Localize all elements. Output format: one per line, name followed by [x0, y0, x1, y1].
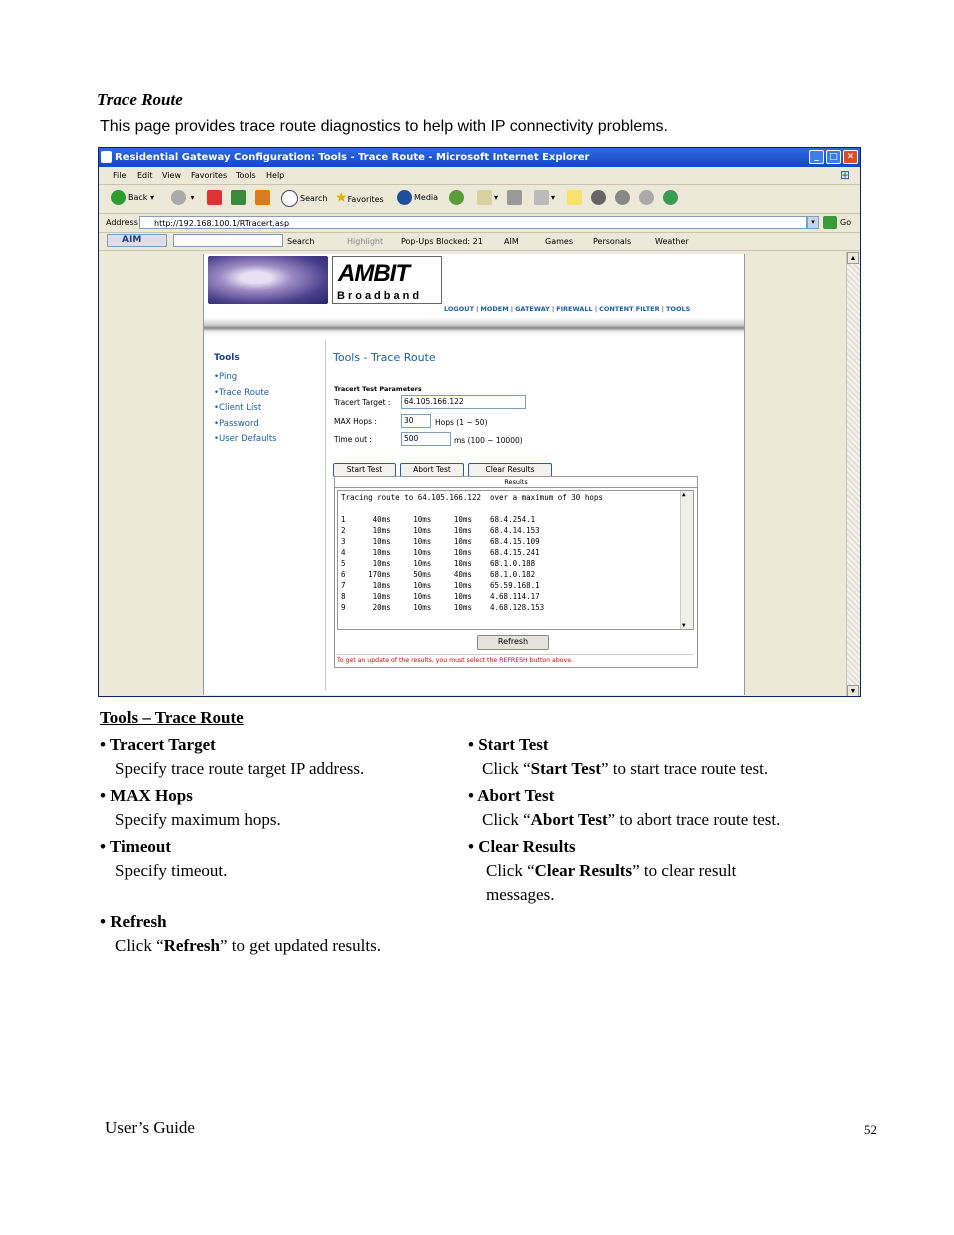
media-icon [397, 190, 412, 205]
favorites-button[interactable]: ★Favorites [335, 190, 384, 206]
browser-window [98, 147, 861, 697]
menu-bar [99, 167, 860, 185]
results-panel [334, 476, 698, 668]
item-text-line2: messages. [486, 885, 555, 904]
buddies-button[interactable] [663, 190, 680, 205]
address-label: Address [106, 218, 138, 227]
back-button[interactable]: Back ▾ [111, 190, 154, 205]
item-max-hops: • MAX Hops Specify maximum hops. [100, 786, 281, 829]
page-scroll-down-icon[interactable]: ▼ [847, 685, 859, 697]
scroll-up-icon[interactable]: ▲ [682, 491, 686, 498]
top-nav: LOGOUT | MODEM | GATEWAY | FIREWALL | CONTENT FILTER | TOOLS [444, 305, 691, 313]
item-head: Start Test [478, 735, 549, 754]
main-title: Tools - Trace Route [333, 351, 436, 364]
menu-view[interactable]: View [162, 171, 181, 180]
results-line: 9 20ms 10ms 10ms 4.68.128.153 [341, 603, 545, 612]
item-head: Clear Results [478, 837, 576, 856]
title-bar [99, 148, 860, 167]
item-text: Click “Abort Test” to abort trace route test. [482, 810, 781, 829]
item-head: MAX Hops [110, 786, 193, 805]
refresh-button[interactable]: Refresh [477, 635, 549, 650]
menu-help[interactable]: Help [266, 171, 285, 180]
timeout-note: ms (100 ~ 10000) [454, 436, 523, 445]
address-dropdown-icon[interactable]: ▾ [807, 216, 819, 229]
sidebar-item-ping[interactable]: •Ping [214, 372, 238, 382]
results-line: 3 10ms 10ms 10ms 68.4.15.109 [341, 537, 540, 546]
timeout-label: Time out : [334, 435, 372, 444]
nav-content-filter[interactable]: CONTENT FILTER [599, 305, 660, 313]
nav-modem[interactable]: MODEM [480, 305, 509, 313]
menu-tools[interactable]: Tools [236, 171, 256, 180]
nav-tools[interactable]: TOOLS [666, 305, 691, 313]
results-header: Results [335, 477, 697, 488]
ie-icon [101, 151, 112, 163]
forward-icon [171, 190, 186, 205]
menu-favorites[interactable]: Favorites [191, 171, 228, 180]
timeout-input[interactable]: 500 [401, 432, 451, 446]
menu-edit[interactable]: Edit [137, 171, 153, 180]
address-bar [99, 214, 860, 233]
item-text: Click “Clear Results” to clear result [486, 861, 737, 880]
hops-label: MAX Hops : [334, 417, 377, 426]
search-icon [281, 190, 298, 207]
highlight-button[interactable]: Highlight [347, 237, 384, 246]
refresh-note: To get an update of the results, you must select the REFRESH button above. [337, 654, 693, 664]
mail-icon [477, 190, 492, 205]
doc-intro: This page provides trace route diagnostics to help with IP connectivity problems. [100, 118, 668, 135]
minimize-button[interactable]: _ [809, 150, 824, 164]
window-title: Residential Gateway Configuration: Tools - Trace Route - Microsoft Internet Explorer [115, 152, 590, 163]
header-swoosh [204, 318, 744, 336]
item-timeout: • Timeout Specify timeout. [100, 837, 228, 880]
go-button[interactable]: Go [840, 218, 852, 227]
stop-button[interactable] [207, 190, 224, 205]
hops-input[interactable]: 30 [401, 414, 431, 428]
item-abort-test: • Abort Test Click “Abort Test” to abort trace route test. [468, 786, 781, 829]
page-scrollbar[interactable] [846, 252, 860, 697]
close-button[interactable]: ✕ [843, 150, 858, 164]
refresh-browser-button[interactable] [231, 190, 248, 205]
item-start-test: • Start Test Click “Start Test” to start trace route test. [468, 735, 769, 778]
ambit-logo: AMBIT Broadband [332, 256, 442, 304]
item-head: Abort Test [477, 786, 555, 805]
item-text: Click “Start Test” to start trace route test. [482, 759, 769, 778]
results-line: Tracing route to 64.105.166.122 over a maximum of 30 hops [341, 493, 603, 502]
nav-gateway[interactable]: GATEWAY [515, 305, 550, 313]
results-scrollbar[interactable] [680, 491, 693, 629]
target-input[interactable]: 64.105.166.122 [401, 395, 526, 409]
back-icon [111, 190, 126, 205]
home-icon [255, 190, 270, 205]
print-icon [507, 190, 522, 205]
nav-firewall[interactable]: FIREWALL [556, 305, 593, 313]
address-input[interactable]: http://192.168.100.1/RTracert.asp [139, 216, 807, 229]
refresh-icon [231, 190, 246, 205]
target-label: Tracert Target : [334, 398, 391, 407]
page-viewport [99, 252, 847, 697]
history-button[interactable] [449, 190, 466, 205]
clear-results-button[interactable]: Clear Results [468, 463, 552, 477]
globe-banner-image [208, 256, 328, 304]
go-arrow-icon[interactable] [823, 216, 837, 229]
abort-test-button[interactable]: Abort Test [400, 463, 464, 477]
chat-icon [639, 190, 654, 205]
doc-title: Trace Route [97, 90, 183, 109]
edit-button[interactable]: ▾ [534, 190, 555, 205]
sidebar-divider [325, 340, 326, 690]
star-icon: ★ [335, 190, 348, 206]
messenger-button[interactable] [615, 190, 632, 205]
item-text: Click “Refresh” to get updated results. [115, 936, 381, 955]
section-title: Tools – Trace Route [100, 708, 244, 727]
results-line: 7 10ms 10ms 10ms 65.59.168.1 [341, 581, 540, 590]
results-textarea[interactable] [337, 490, 694, 630]
chat-button[interactable] [639, 190, 656, 205]
research-button[interactable] [591, 190, 608, 205]
results-line: 5 10ms 10ms 10ms 68.1.0.188 [341, 559, 536, 568]
nav-logout[interactable]: LOGOUT [444, 305, 475, 313]
start-test-button[interactable]: Start Test [333, 463, 396, 477]
results-line: 4 10ms 10ms 10ms 68.4.15.241 [341, 548, 540, 557]
results-line: 2 10ms 10ms 10ms 68.4.14.153 [341, 526, 540, 535]
stop-icon [207, 190, 222, 205]
sidebar-title: Tools [214, 353, 240, 363]
research-icon [591, 190, 606, 205]
toolbar [99, 185, 860, 214]
aim-search-button[interactable]: Search [287, 237, 315, 246]
forward-button[interactable]: ▾ [171, 190, 195, 205]
sidebar-item-user-defaults[interactable]: •User Defaults [214, 434, 277, 444]
edit-icon [534, 190, 549, 205]
item-refresh: • Refresh Click “Refresh” to get updated results. [100, 912, 381, 955]
weather-link[interactable]: Weather [655, 237, 689, 246]
results-line: 1 40ms 10ms 10ms 68.4.254.1 [341, 515, 536, 524]
item-head: Timeout [109, 837, 171, 856]
item-text: Specify timeout. [115, 861, 228, 880]
params-title: Tracert Test Parameters [334, 385, 422, 393]
media-button[interactable]: Media [397, 190, 438, 205]
sidebar-item-trace-route[interactable]: •Trace Route [214, 388, 269, 398]
maximize-button[interactable]: □ [826, 150, 841, 164]
item-clear-results: • Clear Results Click “Clear Results” to clear result messages. [468, 837, 737, 904]
aim-link[interactable]: AIM [504, 237, 519, 246]
games-link[interactable]: Games [545, 237, 573, 246]
home-button[interactable] [255, 190, 272, 205]
popups-blocked[interactable]: Pop-Ups Blocked: 21 [401, 237, 483, 246]
item-head: Tracert Target [109, 735, 216, 754]
windows-logo-icon: ⊞ [840, 168, 851, 182]
page-scroll-up-icon[interactable]: ▲ [847, 252, 859, 264]
sidebar-item-password[interactable]: •Password [214, 419, 259, 429]
notes-button[interactable] [567, 190, 584, 205]
page-number: 52 [864, 1122, 877, 1137]
hops-note: Hops (1 ~ 50) [435, 418, 488, 427]
item-head: Refresh [110, 912, 167, 931]
buddies-icon [663, 190, 678, 205]
print-button[interactable] [507, 190, 524, 205]
notes-icon [567, 190, 582, 205]
aim-search-input[interactable] [173, 234, 283, 247]
gateway-page [203, 254, 745, 695]
item-text: Specify trace route target IP address. [115, 759, 365, 778]
aim-toolbar [99, 233, 860, 251]
mail-button[interactable]: ▾ [477, 190, 498, 205]
aim-button[interactable]: AIM [107, 234, 167, 247]
footer-guide: User’s Guide [105, 1118, 195, 1137]
item-tracert-target: • Tracert Target Specify trace route target IP address. [100, 735, 365, 778]
item-text: Specify maximum hops. [115, 810, 281, 829]
menu-file[interactable]: File [113, 171, 127, 180]
results-line: 6 170ms 50ms 40ms 68.1.0.182 [341, 570, 536, 579]
search-button[interactable]: Search [281, 190, 327, 207]
messenger-icon [615, 190, 630, 205]
history-icon [449, 190, 464, 205]
personals-link[interactable]: Personals [593, 237, 632, 246]
sidebar-item-client-list[interactable]: •Client List [214, 403, 262, 413]
results-line: 8 10ms 10ms 10ms 4.68.114.17 [341, 592, 540, 601]
scroll-down-icon[interactable]: ▼ [682, 622, 686, 629]
